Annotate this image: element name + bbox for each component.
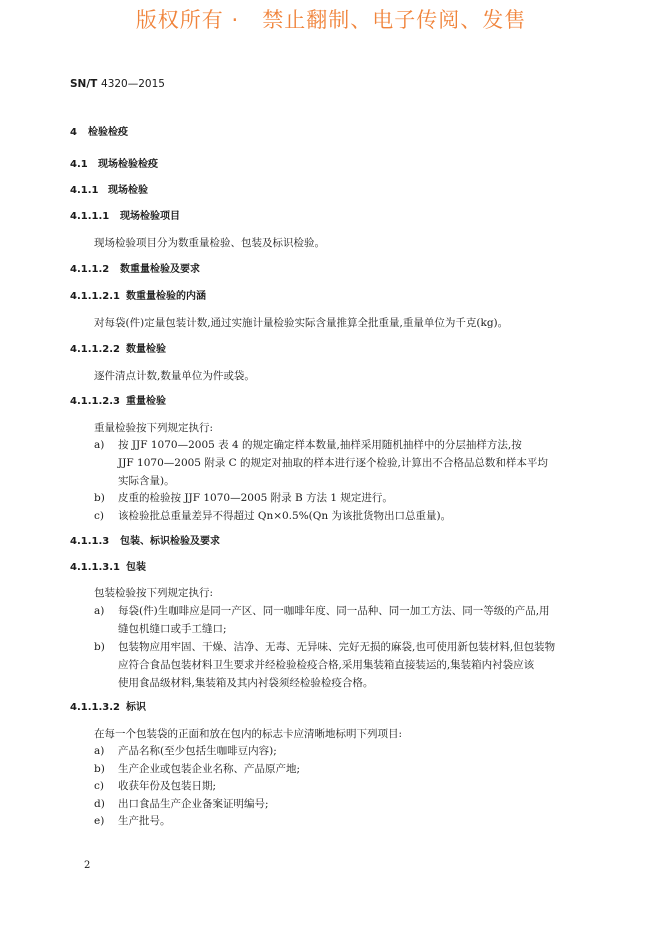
section-title: 现场检验项目 (120, 211, 180, 222)
section-4-1-1-1-heading (70, 210, 180, 224)
section-title: 包装 (126, 562, 146, 573)
list-item-label: d) (94, 798, 105, 810)
list-item (94, 797, 269, 811)
section-number: 4.1.1 (70, 185, 99, 196)
list-item-text: 出口食品生产企业备案证明编号; (118, 798, 269, 810)
section-4-1-1-3-heading (70, 535, 220, 549)
section-4-1-1-3-1-heading (70, 561, 146, 575)
list-item-text: 包装物应用牢固、干燥、洁净、无毒、无异味、完好无损的麻袋,也可使用新包装材料,但包装物 (118, 641, 556, 653)
section-title: 现场检验 (108, 185, 148, 196)
section-4-1-1-2-2-heading (70, 343, 166, 357)
section-4-heading (70, 126, 128, 140)
section-title: 数重量检验的内涵 (126, 291, 206, 302)
list-item-label: a) (94, 745, 105, 757)
section-number: 4.1 (70, 159, 88, 170)
list-item-text: 该检验批总重量差异不得超过 Qn×0.5%(Qn 为该批货物出口总重量)。 (118, 510, 452, 522)
list-item-label: e) (94, 815, 105, 827)
paragraph: 包装检验按下列规定执行: (94, 587, 214, 599)
section-4-1-1-2-heading (70, 263, 200, 277)
list-item (94, 438, 522, 452)
list-item-continuation: 应符合食品包装材料卫生要求并经检验检疫合格,采用集装箱直接装运的,集装箱内衬袋应该 (118, 659, 535, 671)
section-number: 4.1.1.2.2 (70, 344, 120, 355)
list-item (94, 640, 555, 654)
section-4-1-1-heading (70, 184, 148, 198)
list-item (94, 509, 451, 523)
section-title: 数重量检验及要求 (120, 264, 200, 275)
section-title: 标识 (126, 702, 146, 713)
section-number: 4 (70, 127, 77, 138)
list-item-label: b) (94, 492, 105, 504)
list-item (94, 779, 216, 793)
list-item-label: b) (94, 641, 105, 653)
section-number: 4.1.1.2.3 (70, 396, 120, 407)
list-item (94, 762, 300, 776)
list-item-label: c) (94, 780, 104, 792)
list-item-text: 皮重的检验按 JJF 1070—2005 附录 B 方法 1 规定进行。 (118, 492, 393, 504)
list-item (94, 744, 277, 758)
section-number: 4.1.1.1 (70, 211, 110, 222)
paragraph: 现场检验项目分为数重量检验、包装及标识检验。 (94, 237, 325, 249)
list-item-continuation: JJF 1070—2005 附录 C 的规定对抽取的样本进行逐个检验,计算出不合格品总数和样本平均 (118, 457, 548, 469)
section-number: 4.1.1.3.2 (70, 702, 120, 713)
section-title: 包装、标识检验及要求 (120, 536, 220, 547)
section-4-1-1-2-3-heading (70, 395, 166, 409)
standard-number-header (70, 78, 165, 90)
paragraph: 逐件清点计数,数量单位为件或袋。 (94, 370, 255, 382)
paragraph: 重量检验按下列规定执行: (94, 422, 214, 434)
list-item-text: 收获年份及包装日期; (118, 780, 217, 792)
list-item-text: 每袋(件)生咖啡应是同一产区、同一咖啡年度、同一品种、同一加工方法、同一等级的产品,用 (118, 605, 550, 617)
list-item-label: c) (94, 510, 104, 522)
list-item (94, 491, 393, 505)
standard-prefix: SN/T (70, 78, 98, 90)
copyright-watermark: 版权所有 · 禁止翻制、电子传阅、发售 (135, 8, 527, 32)
section-title: 数量检验 (126, 344, 166, 355)
list-item-continuation: 缝包机缝口或手工缝口; (118, 623, 227, 635)
page-number: 2 (84, 860, 91, 871)
list-item-label: a) (94, 439, 105, 451)
section-title: 检验检疫 (88, 127, 128, 138)
paragraph: 在每一个包装袋的正面和放在包内的标志卡应清晰地标明下列项目: (94, 728, 403, 740)
section-number: 4.1.1.2 (70, 264, 110, 275)
section-title: 重量检验 (126, 396, 166, 407)
list-item-continuation: 使用食品级材料,集装箱及其内衬袋须经检验检疫合格。 (118, 677, 374, 689)
list-item-text: 按 JJF 1070—2005 表 4 的规定确定样本数量,抽样采用随机抽样中的分层抽样方法,按 (118, 439, 522, 451)
list-item-text: 生产企业或包装企业名称、产品原产地; (118, 763, 301, 775)
list-item (94, 604, 550, 618)
section-title: 现场检验检疫 (98, 159, 158, 170)
section-4-1-1-2-1-heading (70, 290, 206, 304)
section-number: 4.1.1.2.1 (70, 291, 120, 302)
paragraph: 对每袋(件)定量包装计数,通过实施计量检验实际含量推算全批重量,重量单位为千克(kg)。 (94, 317, 509, 329)
list-item (94, 814, 171, 828)
list-item-continuation: 实际含量)。 (118, 475, 175, 487)
section-number: 4.1.1.3 (70, 536, 110, 547)
standard-number: 4320—2015 (101, 78, 165, 90)
section-number: 4.1.1.3.1 (70, 562, 120, 573)
section-4-1-heading (70, 158, 158, 172)
section-4-1-1-3-2-heading (70, 701, 146, 715)
list-item-text: 生产批号。 (118, 815, 171, 827)
list-item-text: 产品名称(至少包括生咖啡豆内容); (118, 745, 277, 757)
list-item-label: b) (94, 763, 105, 775)
list-item-label: a) (94, 605, 105, 617)
